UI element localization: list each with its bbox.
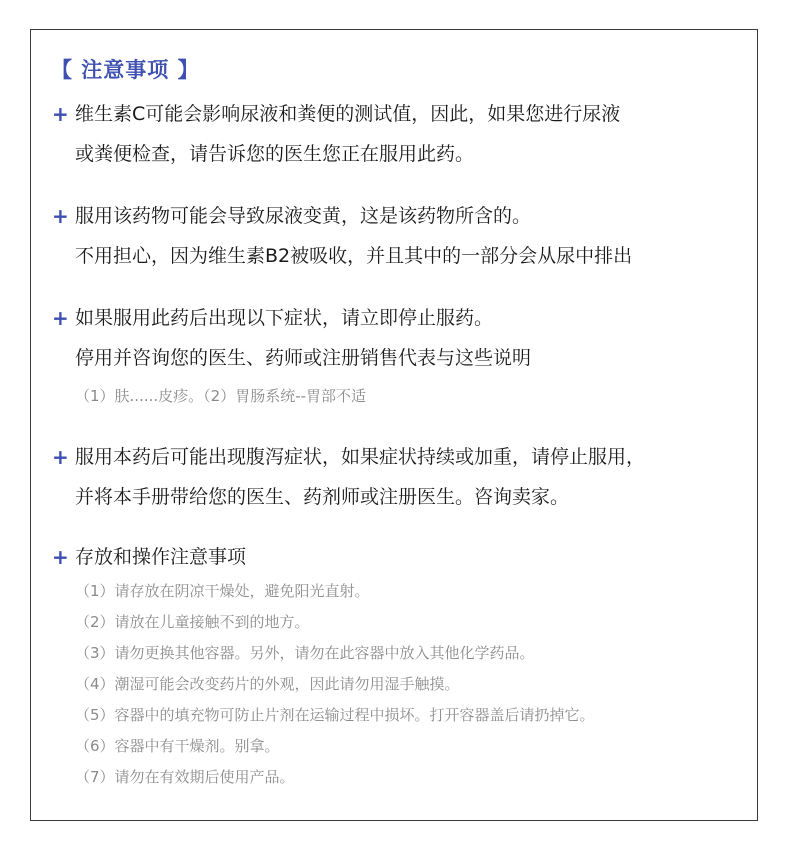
precaution-text: 不用担心，因为维生素B2被吸收，并且其中的一部分会从尿中排出 — [75, 245, 633, 267]
precaution-text: 停用并咨询您的医生、药师或注册销售代表与这些说明 — [75, 347, 532, 369]
plus-icon: + — [52, 102, 69, 126]
plus-icon: + — [52, 204, 69, 228]
list-item: （1）请存放在阴凉干燥处，避免阳光直射。 — [75, 582, 370, 600]
plus-icon: + — [52, 445, 69, 469]
symptom-note: （1）肤......皮疹。（2）胃肠系统--胃部不适 — [75, 387, 367, 405]
storage-title: 存放和操作注意事项 — [75, 546, 247, 568]
precaution-text: 或粪便检查，请告诉您的医生您正在服用此药。 — [75, 143, 475, 165]
precaution-text: 服用该药物可能会导致尿液变黄，这是该药物所含的。 — [75, 205, 532, 227]
precaution-text: 维生素C可能会影响尿液和粪便的测试值，因此，如果您进行尿液 — [75, 103, 621, 125]
plus-icon: + — [52, 306, 69, 330]
precautions-card — [30, 29, 758, 821]
precaution-stop-symptoms — [51, 304, 749, 406]
list-item: （5）容器中的填充物可防止片剂在运输过程中损坏。打开容器盖后请扔掉它。 — [75, 706, 595, 724]
precaution-urine-color — [51, 202, 749, 270]
precaution-text: 并将本手册带给您的医生、药剂师或注册医生。咨询卖家。 — [75, 486, 570, 508]
list-item: （4）潮湿可能会改变药片的外观，因此请勿用湿手触摸。 — [75, 675, 460, 693]
list-item: （6）容器中有干燥剂。别拿。 — [75, 737, 280, 755]
plus-icon: + — [52, 545, 69, 569]
list-item: （7）请勿在有效期后使用产品。 — [75, 768, 295, 786]
list-item: （3）请勿更换其他容器。另外，请勿在此容器中放入其他化学药品。 — [75, 644, 535, 662]
storage-list — [75, 581, 749, 787]
precaution-text: 服用本药后可能出现腹泻症状，如果症状持续或加重，请停止服用， — [75, 446, 646, 468]
list-item: （2）请放在儿童接触不到的地方。 — [75, 613, 310, 631]
precaution-text: 如果服用此药后出现以下症状，请立即停止服药。 — [75, 307, 494, 329]
section-heading: 【 注意事项 】 — [51, 58, 200, 82]
precaution-urine-test — [51, 100, 749, 168]
precaution-storage — [51, 543, 749, 787]
precaution-diarrhea — [51, 443, 749, 511]
